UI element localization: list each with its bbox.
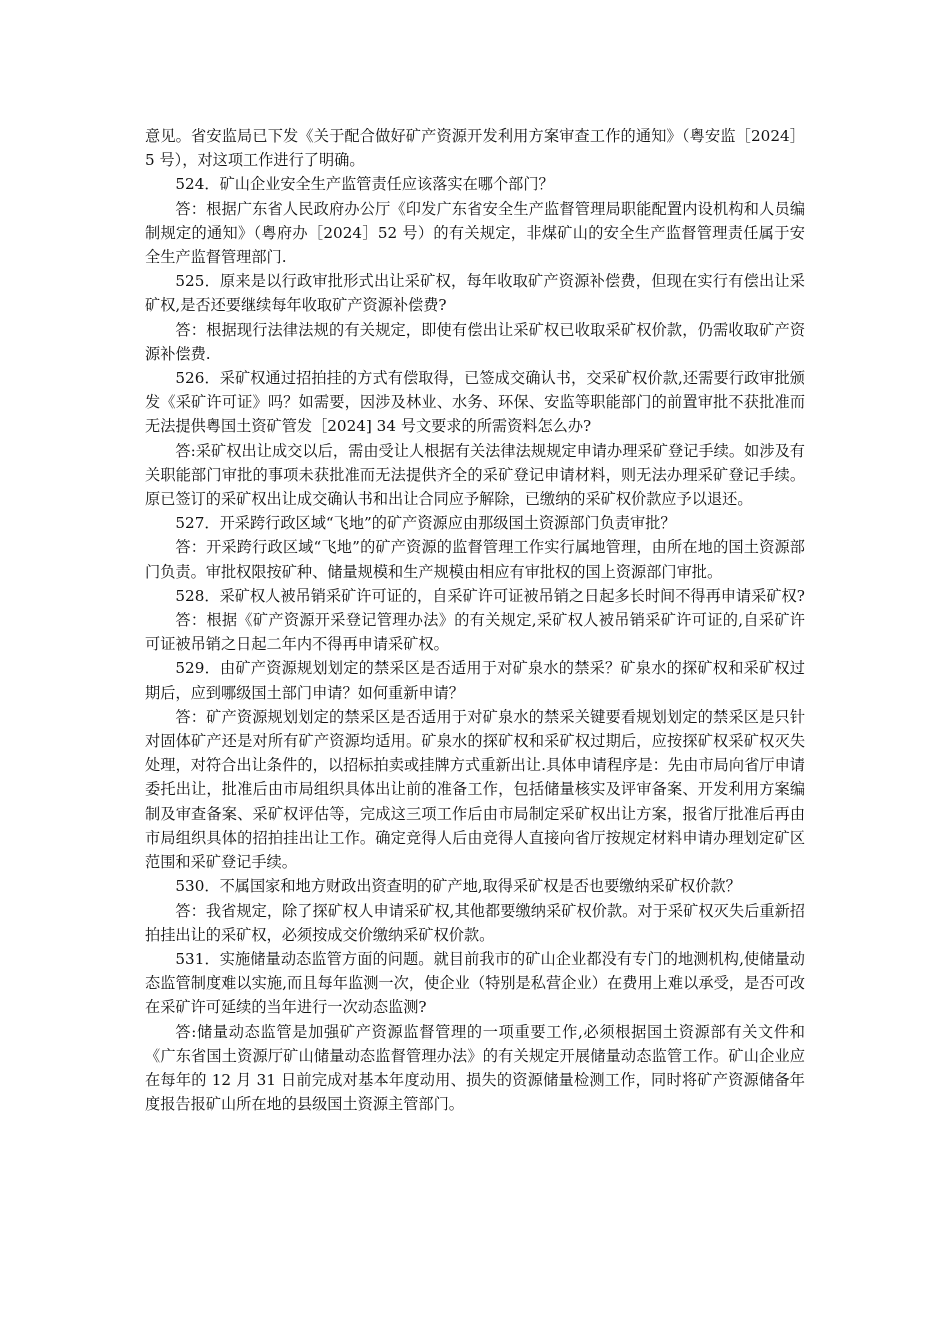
answer-531: 答:储量动态监管是加强矿产资源监督管理的一项重要工作,必须根据国土资源部有关文件和《广东省国土资源厅矿山储量动态监督管理办法》的有关规定开展储量动态监管工作。矿山企业应在每年的 12 月 31 日前完成对基本年度动用、损失的资源储量检测工作，同时将矿产资源储备年度报告报矿山所在地的县级国土资源主管部门。 bbox=[145, 1022, 805, 1114]
continuation-paragraph: 意见。省安监局已下发《关于配合做好矿产资源开发利用方案审查工作的通知》（粤安监［2024］5 号），对这项工作进行了明确。 bbox=[145, 127, 805, 170]
answer-529: 答：矿产资源规划划定的禁采区是否适用于对矿泉水的禁采关键要看规划划定的禁采区是只针对固体矿产还是对所有矿产资源均适用。矿泉水的探矿权和采矿权过期后，应按探矿权采矿权灭失处理，对符合出让条件的，以招标拍卖或挂牌方式重新出让.具体申请程序是：先由市局向省厅申请委托出让，批准后由市局组织具体出让前的准备工作，包括储量核实及评审备案、开发利用方案编制及审查备案、采矿权评估等，完成这三项工作后由市局制定采矿权出让方案，报省厅批准后再由市局组织具体的招拍挂出让工作。确定竞得人后由竞得人直接向省厅按规定材料申请办理划定矿区范围和采矿登记手续。 bbox=[145, 707, 805, 872]
question-526: 526．采矿权通过招拍挂的方式有偿取得，已签成交确认书，交采矿权价款,还需要行政审批颁发《采矿许可证》吗？如需要，因涉及林业、水务、环保、安监等职能部门的前置审批不获批准而无法提供粤国土资矿管发［2024] 34 号文要求的所需资料怎么办? bbox=[145, 369, 805, 436]
answer-530: 答：我省规定，除了探矿权人申请采矿权,其他都要缴纳采矿权价款。对于采矿权灭失后重新招拍挂出让的采矿权，必须按成交价缴纳采矿权价款。 bbox=[145, 901, 805, 944]
question-529: 529．由矿产资源规划划定的禁采区是否适用于对矿泉水的禁采？矿泉水的探矿权和采矿权过期后，应到哪级国土部门申请？如何重新申请？ bbox=[145, 659, 805, 702]
answer-525: 答：根据现行法律法规的有关规定，即使有偿出让采矿权已收取采矿权价款，仍需收取矿产资源补偿费. bbox=[145, 320, 805, 363]
question-524: 524．矿山企业安全生产监管责任应该落实在哪个部门？ bbox=[175, 175, 554, 194]
answer-527: 答：开采跨行政区域“飞地”的矿产资源的监督管理工作实行属地管理，由所在地的国土资源部门负责。审批权限按矿种、储量规模和生产规模由相应有审批权的国上资源部门审批。 bbox=[145, 538, 805, 581]
question-525: 525．原来是以行政审批形式出让采矿权，每年收取矿产资源补偿费，但现在实行有偿出让采矿权,是否还要继续每年收取矿产资源补偿费? bbox=[145, 272, 805, 315]
answer-528: 答：根据《矿产资源开采登记管理办法》的有关规定,采矿权人被吊销采矿许可证的,自采矿许可证被吊销之日起二年内不得再申请采矿权。 bbox=[145, 611, 805, 654]
document-body bbox=[145, 124, 805, 1116]
question-527: 527．开采跨行政区域“飞地”的矿产资源应由那级国土资源部门负责审批？ bbox=[175, 514, 676, 533]
question-530: 530．不属国家和地方财政出资查明的矿产地,取得采矿权是否也要缴纳采矿权价款？ bbox=[175, 877, 741, 896]
answer-524: 答：根据广东省人民政府办公厅《印发广东省安全生产监督管理局职能配置内设机构和人员编制规定的通知》（粤府办［2024］52 号）的有关规定，非煤矿山的安全生产监督管理责任属于安全生产监督管理部门. bbox=[145, 199, 805, 267]
question-531: 531．实施储量动态监管方面的问题。就目前我市的矿山企业都没有专门的地测机构,使储量动态监管制度难以实施,而且每年监测一次，使企业（特别是私营企业）在费用上难以承受，是否可改在采矿许可延续的当年进行一次动态监测? bbox=[145, 949, 805, 1017]
answer-526: 答:采矿权出让成交以后，需由受让人根据有关法律法规规定申请办理采矿登记手续。如涉及有关职能部门审批的事项未获批准而无法提供齐全的采矿登记申请材料，则无法办理采矿登记手续。原已签订的采矿权出让成交确认书和出让合同应予解除，已缴纳的采矿权价款应予以退还。 bbox=[145, 441, 805, 509]
question-528: 528．采矿权人被吊销采矿许可证的，自采矿许可证被吊销之日起多长时间不得再申请采矿权? bbox=[175, 586, 805, 605]
